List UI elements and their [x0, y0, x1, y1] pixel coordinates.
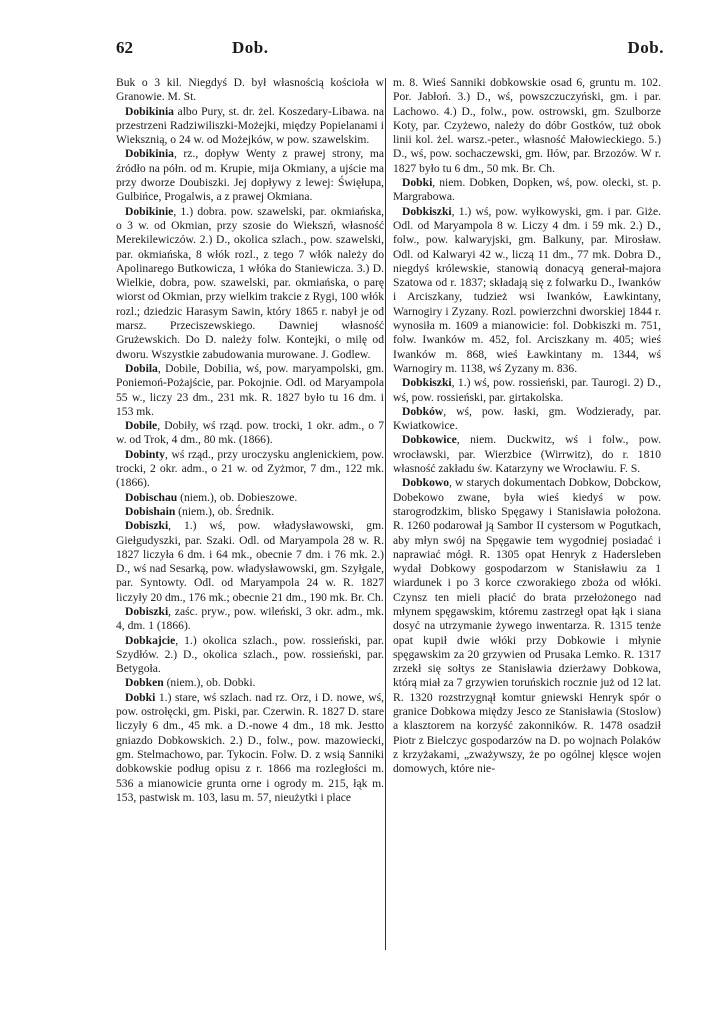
entry-dobile: Dobile, Dobiły, wś rząd. pow. trocki, 1 okr. adm., o 7 w. od Trok, 4 dm., 80 mk. (1866).: [116, 419, 384, 447]
entry-dobiszki-1: Dobiszki, 1.) wś, pow. władysławowski, gm. Giełgudyszki, par. Szaki. Odl. od Maryampola 28 w. R. 1827 liczyła 6 dm. i 64 mk., obecnie 7 dm. i 76 mk. 2.) D., wś nad Sesarką, pow. władysławowski, gm. Szyłgale, par. Syntowty. Odl. od Maryampola 24 w. R. 1827 liczyły 20 dm., 176 mk.; obecnie 21 dm., 190 mk. Br. Ch.: [116, 519, 384, 604]
entry-dobkiszki-2: Dobkiszki, 1.) wś, pow. rossieński, par. Taurogi. 2) D., wś, pow. rossieński, par. girtakolska.: [393, 376, 661, 404]
entry-dobkowice: Dobkowice, niem. Duckwitz, wś i folw., pow. wrocławski, par. Wierzbice (Wirrwitz), do r. 1810 własność zakładu św. Katarzyny we Wrocławiu. F. S.: [393, 433, 661, 476]
entry-dobikinie: Dobikinie, 1.) dobra. pow. szawelski, par. okmiańska, o 3 w. od Okmian, przy szosie do Wiekszń, własność Merekilewiczów. 2.) D., okolica szlach., pow. szawelski, par. okmiańska, 8 włók rozl., z tego 7 włók należy do Apolinarego Butkowicza, 1 włóka do Staniewicza. 3.) D. Wielkie, dobra, pow. szawelski, par. okmiańska, o parę wiorst od Okmian, przy wielkim trakcie z Rygi, 100 włók rozl.; dziedzic Harasym Sawin, który 1865 r. nabył je od marsz. Przeciszewskiego. Dawniej własność Grużewskich. Do D. należy folw. Kontejki, o milę od dworu. Wszystkie zabudowania murowane. J. Godlew.: [116, 204, 384, 361]
left-column: [116, 76, 384, 956]
page-header: [116, 38, 664, 62]
entry-dobishain: Dobishain (niem.), ob. Średnik.: [125, 504, 275, 518]
entry-buk-continuation: Buk o 3 kil. Niegdyś D. był własnością kościoła w Granowie. M. St.: [116, 76, 384, 104]
entry-dobiszki-2: Dobiszki, zaśc. pryw., pow. wileński, 3 okr. adm., mk. 4, dm. 1 (1866).: [116, 604, 384, 633]
entry-dobki-continuation: m. 8. Wieś Sanniki dobkowskie osad 6, gruntu m. 102. Por. Jabłoń. 3.) D., wś, powszczuczyński, gm. i par. Lachowo. 4.) D., folw., pow. ostrowski, gm. Szulborze Koty, par. Czyżewo, należy do dóbr Gostków, tuż obok linii kol. żel. warsz.-peter., własność Małowieckiego. 5.) D., wś, pow. sochaczewski, gm. Iłów, par. Brzozów. W r. 1827 było tu 6 dm., 50 mk. Br. Ch.: [393, 76, 661, 175]
entry-dobinty: Dobinty, wś rząd., przy uroczysku anglenickiem, pow. trocki, 2 okr. adm., o 21 w. od Zyżmor, 7 dm., 122 mk. (1866).: [116, 447, 384, 490]
entry-dobikinia-station: Dobikinia albo Pury, st. dr. żel. Koszedary-Libawa. na przestrzeni Radziwiliszki-Możejki, między Popielanami i Wieksznią, o 24 w. od Możejków, w pow. szawelskim.: [116, 104, 384, 147]
entry-dobischau: Dobischau (niem.), ob. Dobieszowe.: [125, 490, 298, 504]
entry-dobila: Dobila, Dobile, Dobilia, wś, pow. maryampolski, gm. Poniemoń-Pożajście, par. Pokojnie. Odl. od Maryampola 55 w., liczy 23 dm., 231 mk. R. 1827 było tu 16 dm. i 153 mk.: [116, 361, 384, 418]
entry-dobkiszki-1: Dobkiszki, 1.) wś, pow. wyłkowyski, gm. i par. Giże. Odl. od Maryampola 8 w. Liczy 4 dm. i 59 mk. 2.) D., folw., pow. kalwaryjski, gm. Balkuny, par. Mirosław. Odl. od Kalwaryi 42 w., liczą 11 dm., 77 mk. Dobra D., niegdyś królewskie, stanowią donacyą generał-majora Szatowa od r. 1837; składają się z folwarku D., Iwanków i Arciszkany, tudzież wsi Iwanków, Ławkintany, Warnogiry i Zyzany. Rozl. powierzchni dworskiej 1844 r. wynosiła m. 1609 a mianowicie: fol. Dobkiszki m. 751, folw. Iwanków m. 452, fol. Arciszkany m. 405; wieś Iwanków m. 868, wieś Ławkintany m. 1344, wś Warnogiry m. 1138, wś Zyzany m. 836.: [393, 204, 661, 375]
entry-dobki-olecki: Dobki, niem. Dobken, Dopken, wś, pow. olecki, st. p. Margrabowa.: [393, 176, 661, 204]
entry-dobkowo: Dobkowo, w starych dokumentach Dobkow, Dobckow, Dobekowo zwane, była wieś kiedyś w pow. starogrodzkim, blisko Spęgawy i Stanisławia położona. R. 1260 podarował ją Sambor II cystersom w Pogutkach, aby młyn swój na Spęgawie tem wygodniej posiadać i naprawiać mógł. R. 1305 opat Henryk z Hadersleben wydał Dobkowy gospodarzom w Stanisławiu za 1 wiardunek i po 3 korce czworakiego zboża od włóki. Czynsz ten mieli płacić do brata przełożonego nad młynem spęgawskim, któremu zastrzegł opat łąk i siana dosyć na utrzymanie żywego inwentarza. R. 1315 tenże opat kupił dwie włóki przy Dobkowie i młynie spęgawskim za 20 grzywien od Prusaka Lemko. R. 1317 zrzekł się sołtys ze Stanisławia dzierżawy Dobkowa, którą miał za 7 grzywien toruńskich rocznie już od 12 lat. R. 1320 rozstrzygnął komtur gniewski Henryk spór o granice Dobkowa między Jesco ze Stanisławia (Stoslow) a klasztorem na korzyść zakonników. R. 1478 osadził Piotr z Bielczyc gospodarzów na D. po wojnach Polaków z krzyżakami, „zważywszy, że po ogólnej klęsce wojen domowych, które nie-: [393, 476, 661, 776]
running-head-right: Dob.: [627, 38, 664, 57]
entry-dobikinia-river: Dobikinia, rz., dopływ Wenty z prawej strony, ma źródło na półn. od m. Krupie, mija Okmiany, a ujście ma przy dworze Doubiszki. Jej dopływy z lewej: Święłupa, Gulbińce, Progalwis, a z prawej Okmiana.: [116, 147, 384, 204]
entry-dobki-1: Dobki 1.) stare, wś szlach. nad rz. Orz, i D. nowe, wś, pow. ostrołęcki, gm. Piski, par. Czerwin. R. 1827 D. stare liczyły 6 dm., 45 mk. a D.-nowe 4 dm., 18 mk. Jestto gniazdo Dobkowskich. 2.) D., folw., pow. mazowiecki, gm. Stelmachowo, par. Tykocin. Folw. D. z wsią Sanniki dobkowskie podług opisu z r. 1866 ma rozległości m. 536 a mianowicie grunta orne i ogrody m. 215, łąk m. 153, pastwisk m. 103, lasu m. 57, nieużytki i place: [116, 690, 384, 804]
right-column: [393, 76, 661, 956]
entry-dobkow: Dobków, wś, pow. łaski, gm. Wodzierady, par. Kwiatkowice.: [393, 404, 661, 433]
running-head-left: Dob.: [232, 38, 269, 57]
entry-dobken: Dobken (niem.), ob. Dobki.: [125, 676, 256, 690]
entry-dobkajcie: Dobkajcie, 1.) okolica szlach., pow. rossieński, par. Szydłów. 2.) D., okolica szlach., pow. rossieński, par. Betygoła.: [116, 633, 384, 676]
column-divider: [385, 78, 386, 950]
page-number: 62: [116, 38, 133, 57]
